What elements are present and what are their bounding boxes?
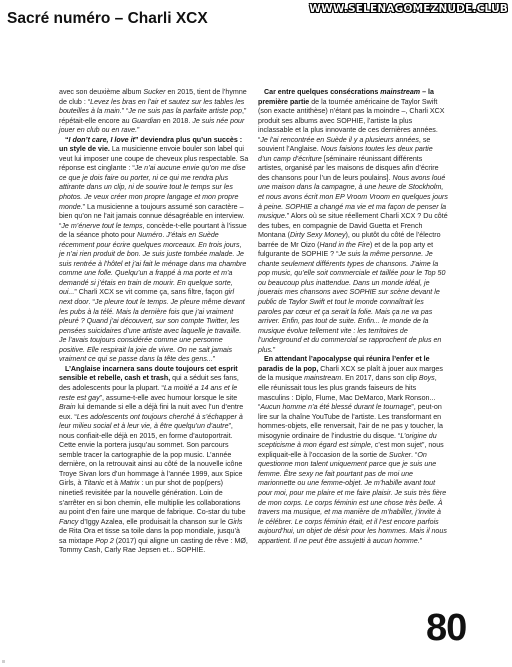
text-run: , concède-t-elle pourtant à l’issue de la séance photo pour: [59, 221, 247, 240]
text-run: Fancy: [59, 517, 79, 526]
paragraph: [59, 136, 249, 365]
text-run: – la première partie: [258, 88, 434, 106]
text-run: ), ou plutôt du côté de l’électro barrée de Mr Oizo (: [258, 231, 441, 249]
text-run: : un pur shot de pop(pers) ninetieš revisitée par la nouvelle génération. Loin de s’arrêter en si bon chemin, elle multiplie les collaborations au point d’en faire une marque de fabrique. Co-star du tube: [59, 479, 246, 517]
text-run: Nous avons loué une maison dans la campagne, à une heure de Stockholm, et nous avons écrit mon EP Vroom Vroom en quelques jours à peine. SOPHIE a changé ma vie et ma façon de penser la musique.: [258, 173, 448, 221]
text-run: Car entre quelques consécrations: [264, 88, 381, 96]
text-run: en 2015, tient de l’hymne de club : “: [59, 88, 247, 106]
text-run: de Rita Ora et tisse sa toile dans la pop mondiale, jusqu’à sa mixtape: [59, 527, 240, 545]
paragraph: [59, 88, 249, 136]
text-run: Je ne suis pas la parfaite artiste pop: [128, 107, 242, 116]
text-run: . “: [88, 298, 95, 307]
text-run: Charli XCX se plaît à jouer aux marges de la musique: [258, 364, 443, 383]
text-run: qui a séduit ses fans, des adolescents pour la plupart. “: [59, 374, 239, 392]
text-run: (2017) qui aligne un casting de rêve : MØ, Tommy Cash, Carly Rae Jepsen et... SOPHIE.: [59, 536, 248, 555]
paragraph: [258, 88, 448, 355]
text-run: ”: [212, 355, 216, 364]
text-run: ” Charli XCX se vit comme ça, sans filtre, façon: [74, 288, 225, 297]
text-run: girl next door: [59, 288, 235, 307]
text-run: Nous faisions toutes les deux partie d’un camp d’écriture: [258, 145, 433, 163]
text-run: Levez les bras en l’air et sautez sur les tables les bouteilles à la main.: [59, 97, 245, 116]
text-run: Hand in the Fire: [319, 240, 370, 249]
text-run: ”, peut-on lire sur la chaîne YouTube de l’artiste. Les transformant en hommes-objets, elle renversait, l’air de ne pas y toucher, la misogynie ordinaire de l’industrie du disque. “: [258, 403, 443, 440]
text-run: ”: [137, 126, 140, 135]
text-run: Sucker: [143, 88, 166, 96]
text-run: en 2018.: [160, 116, 193, 125]
text-run: ” Alors où se situe réellement Charli XCX ? Du côté des tubes, en compagnie de David Guetta et French Montana (: [258, 212, 448, 240]
text-run: Je l’ai rencontrée en Suède il y a plusieurs années: [260, 135, 419, 144]
text-run: , elle réunissait tous les plus grands faiseurs de hits masculins : Diplo, Flume, Mac DeMarco, Mark Ronson... “: [258, 374, 437, 412]
article-column-right: [258, 88, 448, 546]
text-run: . En 2017, dans son clip: [341, 374, 419, 383]
text-run: mainstream: [380, 88, 421, 96]
corner-mark: [2, 660, 5, 663]
text-run: Girls: [227, 517, 243, 526]
text-run: avec son deuxième album: [59, 88, 144, 96]
page-number: 80: [426, 607, 467, 649]
text-run: Guardian: [131, 116, 161, 125]
article-column-left: [59, 88, 249, 556]
text-run: I don’t care, I love it: [68, 135, 135, 144]
text-run: ”, nous confiait-elle déjà en 2015, en forme d’autoportrait. Cette envie la portera jusqu’au sommet. Son parcours semble tracer la cartographie de la pop music. L’année dernière, on la retrouvait ainsi au côté de la nouvelle icône Troye Sivan lors d’un hommage à l’année 1999, aux Spice Girls, à: [59, 422, 243, 488]
text-run: Je suis la même personne. Je chante seulement différents types de chansons. J’aime la pop music, qu’elle soit commerciale et taillée pour le Top 50 ou beaucoup plus inattendue. Dans un monde idéal, je jouerais mes chansons avec SOPHIE sur scène devant le public de Taylor Swift et tout le monde connaîtrait les paroles par cœur et ça serait la folie. Mais ça ne va pas arriver. Enfin, pas tout de suite. Enfin... le monde de la musique évolue tellement vite : les territoires de l’underground et du commercial se rapprochent de plus en plus.: [258, 250, 446, 354]
paragraph: [258, 355, 448, 546]
text-run: ” La musicienne a toujours assumé son caractère – bien qu’on ne l’ait jamais connue désagréable en interview. “: [59, 202, 245, 230]
text-run: “: [65, 135, 69, 144]
text-run: En attendant l’apocalypse qui réunira l’enfer et le paradis de la pop,: [258, 355, 430, 373]
text-run: L’origine du scepticisme à mon égard est simple: [258, 431, 437, 450]
text-run: [séminaire réunissant différents artistes, organisé par les maisons de disques afin d’écrire des chansons pour l’un de leurs poulains].: [258, 154, 439, 182]
text-run: Je suis née pour jouer en club ou en rave.: [59, 116, 245, 135]
text-run: .: [162, 231, 167, 240]
text-run: et à: [104, 479, 121, 488]
text-run: ”: [419, 536, 423, 545]
text-run: Numéro: [137, 231, 163, 240]
text-run: , c’est mon sujet”, nous expliquait-elle à l’occasion de la sortie de: [258, 441, 444, 459]
text-run: ”, assume-t-elle avec humour lorsque le site: [99, 393, 238, 402]
text-run: ”: [272, 345, 276, 354]
text-run: Je n’ai aucune envie qu’on me dise ce que je dois faire ou porter, ni ce qui me rendra plus attirante dans un clip, ni de sourire tout le temps sur les photos. Je veux créer mon propre langage et mon propre monde.: [59, 164, 246, 211]
text-run: Matrix: [120, 479, 140, 488]
text-run: lui demande si elle a déjà fini la nuit avec l’un d’entre eux. “: [59, 403, 244, 421]
text-run: Boys: [418, 374, 435, 383]
text-run: de la tournée américaine de Taylor Swift (son exacte antithèse) n’étant pas la moindre –, Charli XCX produit ses albums avec SOPHIE, l’artiste la plus inclassable et la plus innovante de ces dernières années. “: [258, 97, 445, 144]
text-run: Dirty Sexy Money: [289, 231, 346, 240]
text-run: La musicienne envoie bouler son label qui veut lui imposer une coupe de cheveux plus respectable. Sa réponse est cinglante : “: [59, 145, 249, 173]
text-run: Pop 2: [95, 536, 114, 545]
text-run: Brain: [59, 403, 76, 412]
text-run: Titanic: [83, 479, 105, 488]
text-run: On questionne mon talent uniquement parce que je suis une femme. Être sexy ne fait pourtant pas de moi une marionnette ou une femme-objet. Je m’habille avant tout pour moi, pour me plaire et me faire plaisir. Je suis très fière de mon corps. Le corps féminin est une chose très belle. À travers ma musique, et ma manière de m’habiller, j’invite à le célébrer. Le corps féminin était, et il l’est encore parfois aujourd’hui, un objet de désir pour les hommes. Mais il nous appartient. Il ne peut être assujetti à aucun homme.: [258, 450, 447, 545]
text-run: Les adolescents ont toujours cherché à s’échapper à leur milieu social et à leur vie, à être quelqu’un d’autre: [59, 412, 243, 431]
text-run: Je m’énerve tout le temps: [61, 221, 143, 230]
text-run: ” deviendra plus qu’un succès : un style de vie.: [59, 135, 243, 154]
text-run: Aucun homme n’a été blessé durant le tournage: [260, 403, 412, 412]
text-run: Je pleure tout le temps. Je pleure même devant les pubs à la télé. Mais la dernière fois que j’ai vraiment pleuré ? Quand j’ai découvert, sur son compte Twitter, les pensées suicidaires d’une artiste avec laquelle je travaille. Je l’avais toujours considérée comme une personne positive. Elle respirait la joie de vivre. On ne sait jamais vraiment ce qui se passe dans la tête des gens...: [59, 298, 245, 364]
text-run: J’étais en Suède récemment pour écrire quelques morceaux. En trois jours, je n’ai rien produit de bon. Je suis juste tombée malade. Je suis rentrée à l’hôtel et j’ai fait le ménage dans ma chambre comme une folle. Quelqu’un a frappé à ma porte et m’a demandé si j’étais en train de mourir. En quelque sorte, oui...: [59, 231, 247, 297]
text-run: La moitié a 14 ans et le reste est gay: [59, 383, 238, 402]
text-run: mainstream: [304, 374, 342, 383]
text-run: ” “: [121, 107, 129, 116]
text-run: . “: [411, 450, 418, 459]
watermark: WWW.SELENAGOMEZNUDE.CLUB: [309, 3, 508, 15]
text-run: L’Anglaise incarnera sans doute toujours cet esprit sensible et rebelle, cash et trash,: [59, 364, 238, 383]
text-run: Sucker: [388, 450, 411, 459]
text-run: , se souvient l’Anglaise.: [258, 135, 431, 154]
text-run: d’Iggy Azalea, elle produisait la chanson sur le: [78, 517, 228, 526]
paragraph: [59, 365, 249, 556]
text-run: ,” répétait-elle encore au: [59, 107, 247, 125]
page-title: Sacré numéro – Charli XCX: [7, 10, 208, 27]
text-run: ) et de la pop arty et fulgurante de SOPHIE ? “: [258, 240, 434, 259]
